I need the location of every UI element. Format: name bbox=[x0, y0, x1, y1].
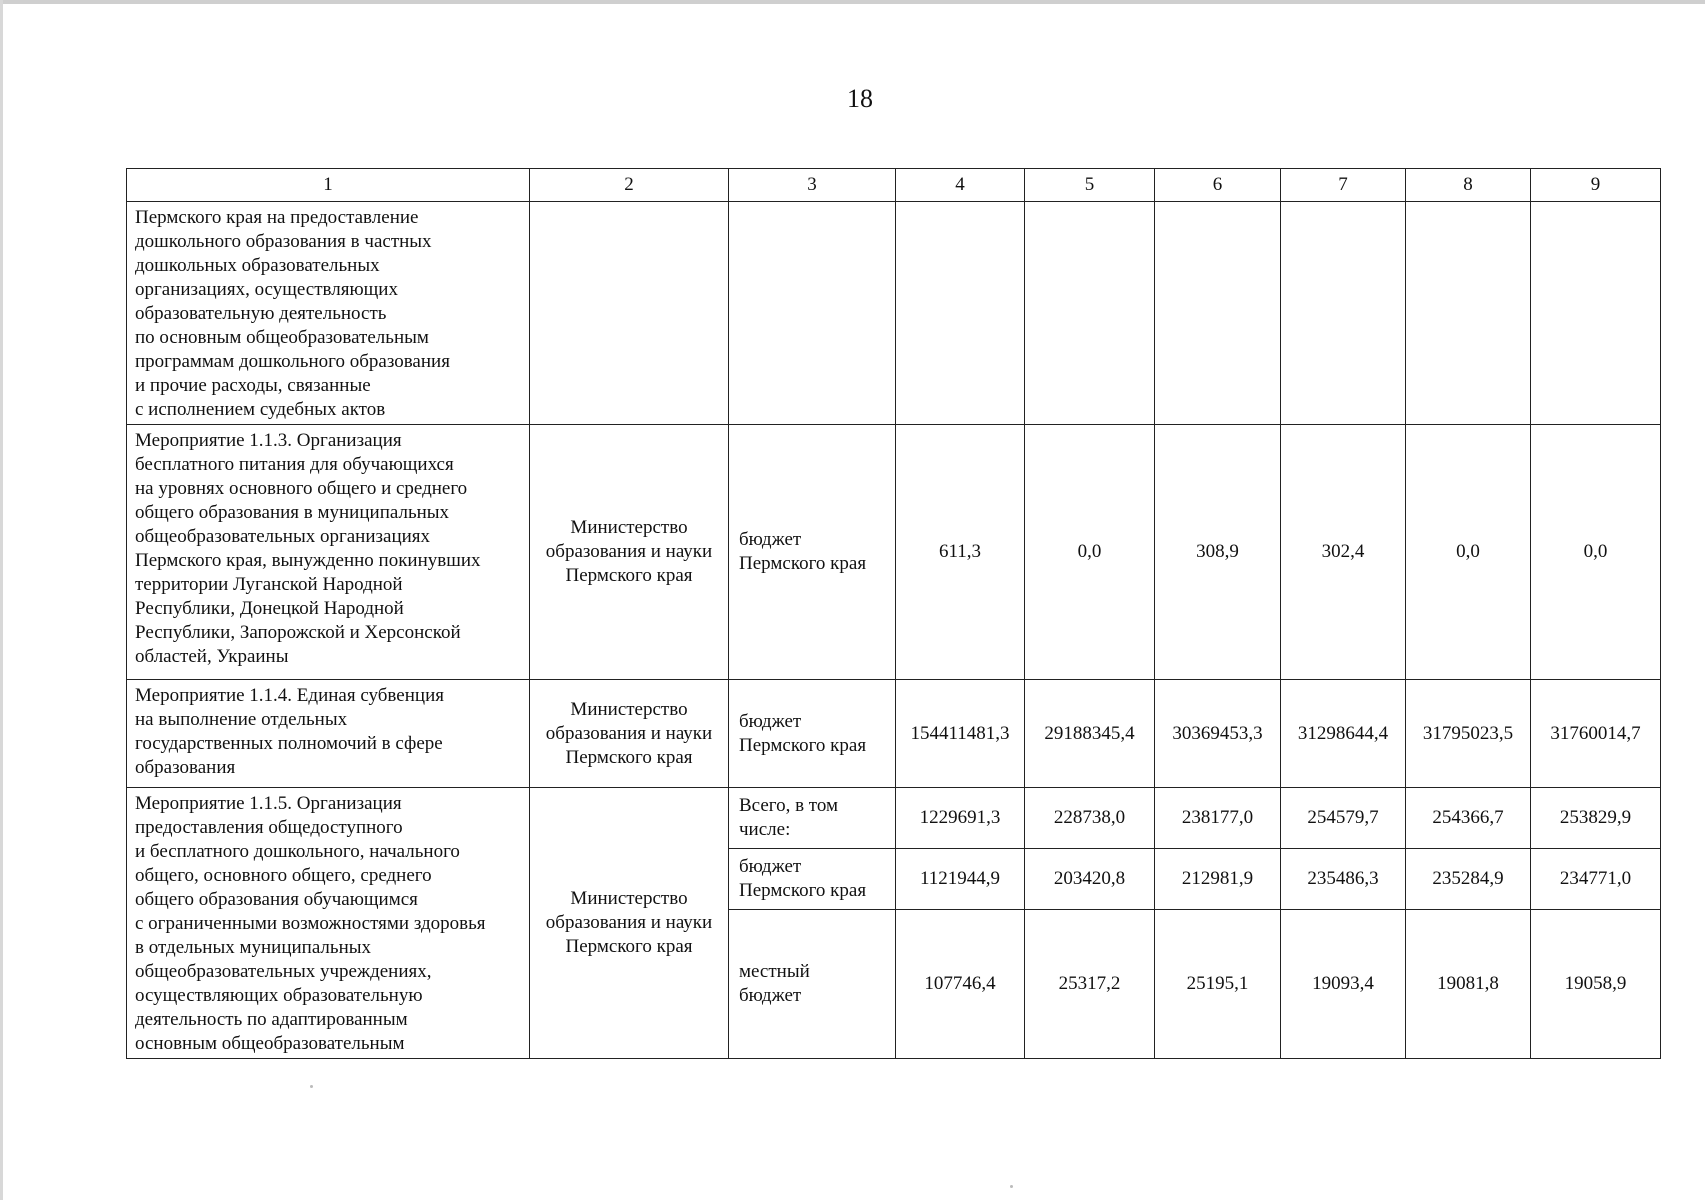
column-number-header: 8 bbox=[1406, 169, 1531, 202]
value-cell: 203420,8 bbox=[1025, 849, 1155, 910]
table-row bbox=[127, 788, 1661, 849]
empty-cell bbox=[1025, 202, 1155, 425]
scan-speck bbox=[1010, 1185, 1013, 1188]
activity-name-cell: Мероприятие 1.1.4. Единая субвенция на выполнение отдельных государственных полномочий в сфере образования bbox=[127, 680, 530, 788]
scan-edge-left bbox=[0, 0, 3, 1200]
table-row bbox=[127, 680, 1661, 788]
value-cell: 235486,3 bbox=[1281, 849, 1406, 910]
value-cell: 235284,9 bbox=[1406, 849, 1531, 910]
empty-cell bbox=[896, 202, 1025, 425]
value-cell: 308,9 bbox=[1155, 425, 1281, 680]
value-cell: 25317,2 bbox=[1025, 910, 1155, 1059]
column-number-header: 6 bbox=[1155, 169, 1281, 202]
value-cell: 0,0 bbox=[1406, 425, 1531, 680]
funding-source-cell: бюджет Пермского края bbox=[729, 680, 896, 788]
value-cell: 107746,4 bbox=[896, 910, 1025, 1059]
value-cell: 238177,0 bbox=[1155, 788, 1281, 849]
value-cell: 31795023,5 bbox=[1406, 680, 1531, 788]
value-cell: 212981,9 bbox=[1155, 849, 1281, 910]
column-number-header: 2 bbox=[530, 169, 729, 202]
value-cell: 0,0 bbox=[1531, 425, 1661, 680]
scan-edge-top bbox=[0, 0, 1705, 4]
page-number: 18 bbox=[847, 84, 873, 113]
empty-cell bbox=[530, 202, 729, 425]
value-cell: 1229691,3 bbox=[896, 788, 1025, 849]
value-cell: 228738,0 bbox=[1025, 788, 1155, 849]
value-cell: 253829,9 bbox=[1531, 788, 1661, 849]
empty-cell bbox=[1531, 202, 1661, 425]
column-number-header: 3 bbox=[729, 169, 896, 202]
value-cell: 254579,7 bbox=[1281, 788, 1406, 849]
column-number-row bbox=[127, 169, 1661, 202]
funding-source-cell: местный бюджет bbox=[729, 910, 896, 1059]
funding-source-cell: Всего, в том числе: bbox=[729, 788, 896, 849]
table-row bbox=[127, 425, 1661, 680]
activity-name-cell: Мероприятие 1.1.5. Организация предоставления общедоступного и бесплатного дошкольного, начального общего, основного общего, среднего общего образования обучающимся с ограниченными возможностями здоровья в отдельных муниципальных общеобразовательных учреждениях, осуществляющих образовательную деятельность по адаптированным основным общеобразовательным bbox=[127, 788, 530, 1059]
table-row bbox=[127, 202, 1661, 425]
value-cell: 234771,0 bbox=[1531, 849, 1661, 910]
value-cell: 31298644,4 bbox=[1281, 680, 1406, 788]
value-cell: 254366,7 bbox=[1406, 788, 1531, 849]
activity-name-cell: Мероприятие 1.1.3. Организация бесплатного питания для обучающихся на уровнях основного общего и среднего общего образования в муниципальных общеобразовательных организациях Пермского края, вынужденно покинувших территории Луганской Народной Республики, Донецкой Народной Республики, Запорожской и Херсонской областей, Украины bbox=[127, 425, 530, 680]
value-cell: 302,4 bbox=[1281, 425, 1406, 680]
value-cell: 30369453,3 bbox=[1155, 680, 1281, 788]
funding-source-cell: бюджет Пермского края bbox=[729, 849, 896, 910]
responsible-organization-cell: Министерство образования и науки Пермского края bbox=[530, 788, 729, 1059]
empty-cell bbox=[1281, 202, 1406, 425]
value-cell: 1121944,9 bbox=[896, 849, 1025, 910]
responsible-organization-cell: Министерство образования и науки Пермского края bbox=[530, 425, 729, 680]
value-cell: 25195,1 bbox=[1155, 910, 1281, 1059]
value-cell: 19058,9 bbox=[1531, 910, 1661, 1059]
value-cell: 0,0 bbox=[1025, 425, 1155, 680]
funding-source-cell: бюджет Пермского края bbox=[729, 425, 896, 680]
column-number-header: 5 bbox=[1025, 169, 1155, 202]
responsible-organization-cell: Министерство образования и науки Пермского края bbox=[530, 680, 729, 788]
value-cell: 19081,8 bbox=[1406, 910, 1531, 1059]
empty-cell bbox=[1155, 202, 1281, 425]
value-cell: 611,3 bbox=[896, 425, 1025, 680]
column-number-header: 7 bbox=[1281, 169, 1406, 202]
value-cell: 154411481,3 bbox=[896, 680, 1025, 788]
value-cell: 31760014,7 bbox=[1531, 680, 1661, 788]
value-cell: 29188345,4 bbox=[1025, 680, 1155, 788]
activity-name-cell: Пермского края на предоставление дошкольного образования в частных дошкольных образовательных организациях, осуществляющих образовательную деятельность по основным общеобразовательным программам дошкольного образования и прочие расходы, связанные с исполнением судебных актов bbox=[127, 202, 530, 425]
program-financing-table bbox=[126, 168, 1661, 1059]
scan-speck bbox=[310, 1085, 313, 1088]
column-number-header: 4 bbox=[896, 169, 1025, 202]
empty-cell bbox=[729, 202, 896, 425]
empty-cell bbox=[1406, 202, 1531, 425]
column-number-header: 1 bbox=[127, 169, 530, 202]
column-number-header: 9 bbox=[1531, 169, 1661, 202]
value-cell: 19093,4 bbox=[1281, 910, 1406, 1059]
